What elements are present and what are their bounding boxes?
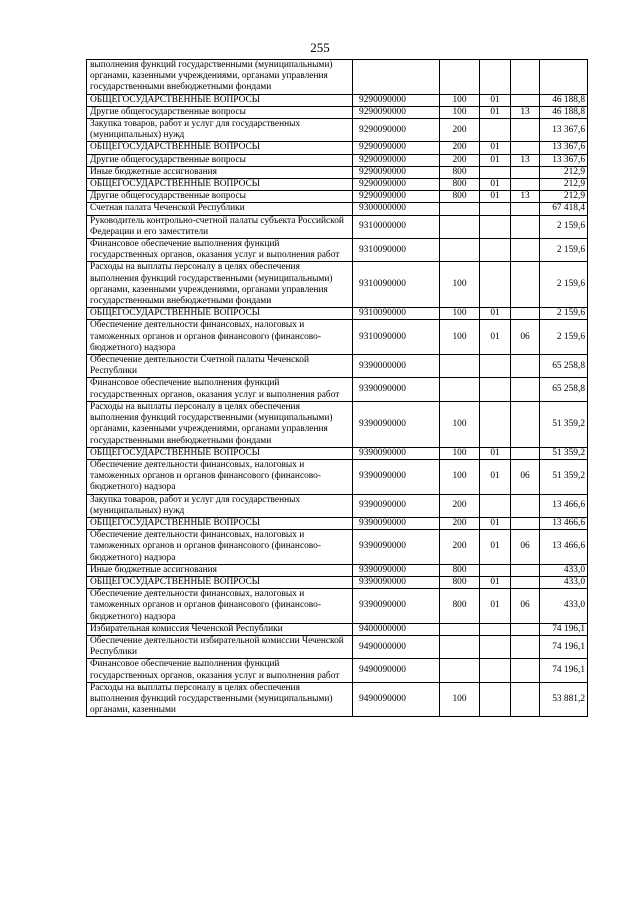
cell-rz — [480, 635, 511, 658]
cell-rz: 01 — [480, 191, 511, 203]
cell-csr: 9290090000 — [353, 106, 440, 118]
cell-rz — [480, 623, 511, 635]
cell-name: Руководитель контрольно-счетной палаты субъекта Российской Федерации и его заместители — [87, 215, 353, 238]
cell-sum: 13 466,6 — [540, 517, 588, 529]
cell-csr: 9390090000 — [353, 517, 440, 529]
cell-name: ОБЩЕГОСУДАРСТВЕННЫЕ ВОПРОСЫ — [87, 94, 353, 106]
cell-pr — [511, 239, 540, 262]
cell-pr — [511, 119, 540, 142]
cell-sum: 13 367,6 — [540, 142, 588, 154]
cell-csr: 9390000000 — [353, 355, 440, 378]
cell-pr — [511, 682, 540, 717]
cell-csr: 9290090000 — [353, 94, 440, 106]
cell-csr: 9490000000 — [353, 635, 440, 658]
table-row — [87, 60, 588, 95]
cell-rz: 01 — [480, 447, 511, 459]
table-row — [87, 447, 588, 459]
table-row — [87, 239, 588, 262]
cell-csr: 9300000000 — [353, 203, 440, 215]
table-row — [87, 179, 588, 191]
cell-vr: 200 — [440, 517, 480, 529]
cell-name: Избирательная комиссия Чеченской Республики — [87, 623, 353, 635]
cell-sum: 2 159,6 — [540, 215, 588, 238]
cell-csr: 9310090000 — [353, 308, 440, 320]
table-row — [87, 459, 588, 494]
cell-vr: 200 — [440, 142, 480, 154]
cell-csr: 9310000000 — [353, 215, 440, 238]
cell-sum: 67 418,4 — [540, 203, 588, 215]
cell-name: Закупка товаров, работ и услуг для государственных (муниципальных) нужд — [87, 494, 353, 517]
cell-name: Расходы на выплаты персоналу в целях обеспечения выполнения функций государственными (муниципальными) органами, казенными учреждениями, органами управления государственными внебюджетными фондами — [87, 262, 353, 308]
cell-name: Обеспечение деятельности финансовых, налоговых и таможенных органов и органов финансового (финансово-бюджетного) надзора — [87, 530, 353, 565]
cell-rz: 01 — [480, 179, 511, 191]
cell-vr — [440, 215, 480, 238]
cell-csr: 9390090000 — [353, 494, 440, 517]
cell-rz: 01 — [480, 106, 511, 118]
cell-name: ОБЩЕГОСУДАРСТВЕННЫЕ ВОПРОСЫ — [87, 576, 353, 588]
cell-vr — [440, 623, 480, 635]
cell-name: Финансовое обеспечение выполнения функций государственных органов, оказания услуг и выполнения работ — [87, 659, 353, 682]
cell-name: Обеспечение деятельности Счетной палаты Чеченской Республики — [87, 355, 353, 378]
cell-vr — [440, 60, 480, 95]
cell-name: Другие общегосударственные вопросы — [87, 106, 353, 118]
cell-sum: 51 359,2 — [540, 459, 588, 494]
table-row — [87, 142, 588, 154]
cell-sum: 433,0 — [540, 589, 588, 624]
table-row — [87, 401, 588, 447]
cell-rz: 01 — [480, 94, 511, 106]
table-row — [87, 494, 588, 517]
cell-vr: 800 — [440, 576, 480, 588]
cell-csr: 9390090000 — [353, 447, 440, 459]
cell-pr — [511, 355, 540, 378]
cell-csr: 9310090000 — [353, 262, 440, 308]
cell-pr — [511, 142, 540, 154]
budget-table — [86, 59, 588, 717]
cell-pr — [511, 215, 540, 238]
cell-vr — [440, 659, 480, 682]
cell-name: ОБЩЕГОСУДАРСТВЕННЫЕ ВОПРОСЫ — [87, 517, 353, 529]
cell-name: ОБЩЕГОСУДАРСТВЕННЫЕ ВОПРОСЫ — [87, 308, 353, 320]
cell-rz: 01 — [480, 517, 511, 529]
cell-name: Иные бюджетные ассигнования — [87, 166, 353, 178]
cell-vr: 100 — [440, 94, 480, 106]
cell-pr — [511, 308, 540, 320]
cell-csr: 9290090000 — [353, 179, 440, 191]
cell-csr: 9390090000 — [353, 564, 440, 576]
cell-vr — [440, 378, 480, 401]
cell-rz — [480, 682, 511, 717]
cell-csr: 9390090000 — [353, 459, 440, 494]
cell-pr — [511, 659, 540, 682]
cell-csr — [353, 60, 440, 95]
cell-csr: 9290090000 — [353, 119, 440, 142]
cell-rz: 01 — [480, 142, 511, 154]
cell-rz — [480, 166, 511, 178]
table-row — [87, 203, 588, 215]
cell-name: ОБЩЕГОСУДАРСТВЕННЫЕ ВОПРОСЫ — [87, 179, 353, 191]
cell-sum: 46 188,8 — [540, 94, 588, 106]
cell-csr: 9490090000 — [353, 659, 440, 682]
table-row — [87, 154, 588, 166]
cell-csr: 9290090000 — [353, 191, 440, 203]
cell-pr — [511, 494, 540, 517]
table-row — [87, 262, 588, 308]
cell-rz: 01 — [480, 320, 511, 355]
cell-pr: 06 — [511, 530, 540, 565]
cell-pr — [511, 635, 540, 658]
cell-sum: 433,0 — [540, 576, 588, 588]
cell-csr: 9390090000 — [353, 530, 440, 565]
cell-pr — [511, 517, 540, 529]
cell-vr: 200 — [440, 530, 480, 565]
cell-vr: 100 — [440, 320, 480, 355]
cell-sum: 433,0 — [540, 564, 588, 576]
cell-sum: 65 258,8 — [540, 355, 588, 378]
cell-pr: 06 — [511, 589, 540, 624]
cell-sum: 212,9 — [540, 191, 588, 203]
table-row — [87, 191, 588, 203]
cell-pr: 13 — [511, 106, 540, 118]
cell-vr: 800 — [440, 589, 480, 624]
table-row — [87, 682, 588, 717]
cell-rz — [480, 239, 511, 262]
cell-vr: 200 — [440, 494, 480, 517]
cell-rz — [480, 659, 511, 682]
cell-vr — [440, 635, 480, 658]
cell-name: ОБЩЕГОСУДАРСТВЕННЫЕ ВОПРОСЫ — [87, 447, 353, 459]
cell-name: Расходы на выплаты персоналу в целях обеспечения выполнения функций государственными (муниципальными) органами, казенными — [87, 682, 353, 717]
cell-name: Обеспечение деятельности финансовых, налоговых и таможенных органов и органов финансового (финансово-бюджетного) надзора — [87, 320, 353, 355]
cell-sum: 13 367,6 — [540, 119, 588, 142]
table-body — [87, 60, 588, 717]
cell-sum: 74 196,1 — [540, 659, 588, 682]
table-row — [87, 166, 588, 178]
cell-pr — [511, 378, 540, 401]
table-row — [87, 576, 588, 588]
table-row — [87, 308, 588, 320]
table-row — [87, 378, 588, 401]
table-row — [87, 589, 588, 624]
table-row — [87, 320, 588, 355]
cell-csr: 9310090000 — [353, 320, 440, 355]
cell-sum: 51 359,2 — [540, 447, 588, 459]
cell-name: Обеспечение деятельности финансовых, налоговых и таможенных органов и органов финансового (финансово-бюджетного) надзора — [87, 589, 353, 624]
cell-sum: 212,9 — [540, 166, 588, 178]
cell-pr: 06 — [511, 320, 540, 355]
table-row — [87, 530, 588, 565]
cell-pr — [511, 447, 540, 459]
cell-csr: 9400000000 — [353, 623, 440, 635]
table-row — [87, 659, 588, 682]
cell-sum: 2 159,6 — [540, 308, 588, 320]
cell-csr: 9290090000 — [353, 142, 440, 154]
cell-rz: 01 — [480, 308, 511, 320]
cell-pr — [511, 203, 540, 215]
cell-sum: 74 196,1 — [540, 623, 588, 635]
table-row — [87, 94, 588, 106]
cell-rz — [480, 564, 511, 576]
table-row — [87, 635, 588, 658]
table-row — [87, 564, 588, 576]
table-row — [87, 119, 588, 142]
cell-rz — [480, 215, 511, 238]
cell-rz: 01 — [480, 459, 511, 494]
cell-sum: 2 159,6 — [540, 239, 588, 262]
cell-sum: 53 881,2 — [540, 682, 588, 717]
cell-vr: 100 — [440, 308, 480, 320]
cell-vr — [440, 355, 480, 378]
cell-vr — [440, 203, 480, 215]
cell-csr: 9390090000 — [353, 576, 440, 588]
cell-name: Закупка товаров, работ и услуг для государственных (муниципальных) нужд — [87, 119, 353, 142]
cell-sum: 212,9 — [540, 179, 588, 191]
cell-vr: 100 — [440, 447, 480, 459]
cell-rz — [480, 494, 511, 517]
cell-csr: 9390090000 — [353, 378, 440, 401]
cell-csr: 9490090000 — [353, 682, 440, 717]
cell-pr — [511, 564, 540, 576]
cell-pr — [511, 262, 540, 308]
cell-name: Финансовое обеспечение выполнения функций государственных органов, оказания услуг и выполнения работ — [87, 239, 353, 262]
cell-vr: 100 — [440, 401, 480, 447]
table-row — [87, 355, 588, 378]
cell-vr: 200 — [440, 154, 480, 166]
cell-name: Обеспечение деятельности финансовых, налоговых и таможенных органов и органов финансового (финансово-бюджетного) надзора — [87, 459, 353, 494]
cell-pr: 13 — [511, 191, 540, 203]
cell-rz — [480, 203, 511, 215]
table-row — [87, 517, 588, 529]
cell-vr: 800 — [440, 166, 480, 178]
cell-name: ОБЩЕГОСУДАРСТВЕННЫЕ ВОПРОСЫ — [87, 142, 353, 154]
cell-sum — [540, 60, 588, 95]
cell-sum: 65 258,8 — [540, 378, 588, 401]
table-row — [87, 215, 588, 238]
cell-csr: 9390090000 — [353, 589, 440, 624]
cell-pr — [511, 94, 540, 106]
cell-name: Обеспечение деятельности избирательной комиссии Чеченской Республики — [87, 635, 353, 658]
cell-sum: 13 466,6 — [540, 530, 588, 565]
cell-sum: 2 159,6 — [540, 320, 588, 355]
cell-sum: 13 367,6 — [540, 154, 588, 166]
cell-pr — [511, 60, 540, 95]
cell-rz — [480, 119, 511, 142]
cell-rz — [480, 378, 511, 401]
cell-sum: 51 359,2 — [540, 401, 588, 447]
cell-vr: 800 — [440, 179, 480, 191]
cell-rz: 01 — [480, 530, 511, 565]
cell-vr: 100 — [440, 682, 480, 717]
cell-rz — [480, 60, 511, 95]
page-number: 255 — [310, 40, 330, 55]
table-row — [87, 106, 588, 118]
cell-pr — [511, 623, 540, 635]
cell-vr: 800 — [440, 191, 480, 203]
cell-name: Счетная палата Чеченской Республики — [87, 203, 353, 215]
cell-name: Финансовое обеспечение выполнения функций государственных органов, оказания услуг и выполнения работ — [87, 378, 353, 401]
cell-name: Иные бюджетные ассигнования — [87, 564, 353, 576]
cell-sum: 74 196,1 — [540, 635, 588, 658]
cell-csr: 9310090000 — [353, 239, 440, 262]
cell-pr — [511, 401, 540, 447]
cell-sum: 46 188,8 — [540, 106, 588, 118]
cell-rz: 01 — [480, 576, 511, 588]
cell-rz — [480, 355, 511, 378]
cell-csr: 9390090000 — [353, 401, 440, 447]
cell-pr — [511, 166, 540, 178]
cell-vr: 200 — [440, 119, 480, 142]
cell-csr: 9290090000 — [353, 166, 440, 178]
cell-rz: 01 — [480, 154, 511, 166]
cell-vr: 100 — [440, 106, 480, 118]
table-row — [87, 623, 588, 635]
cell-pr: 13 — [511, 154, 540, 166]
cell-vr — [440, 239, 480, 262]
cell-rz: 01 — [480, 589, 511, 624]
cell-sum: 2 159,6 — [540, 262, 588, 308]
cell-rz — [480, 401, 511, 447]
cell-name: Расходы на выплаты персоналу в целях обеспечения выполнения функций государственными (муниципальными) органами, казенными учреждениями, органами управления государственными внебюджетными фондами — [87, 401, 353, 447]
cell-name: Другие общегосударственные вопросы — [87, 191, 353, 203]
cell-vr: 800 — [440, 564, 480, 576]
cell-sum: 13 466,6 — [540, 494, 588, 517]
cell-pr: 06 — [511, 459, 540, 494]
cell-rz — [480, 262, 511, 308]
cell-csr: 9290090000 — [353, 154, 440, 166]
cell-vr: 100 — [440, 459, 480, 494]
cell-pr — [511, 179, 540, 191]
cell-pr — [511, 576, 540, 588]
cell-name: выполнения функций государственными (муниципальными) органами, казенными учреждениями, органами управления государственными внебюджетными фондами — [87, 60, 353, 95]
cell-vr: 100 — [440, 262, 480, 308]
cell-name: Другие общегосударственные вопросы — [87, 154, 353, 166]
